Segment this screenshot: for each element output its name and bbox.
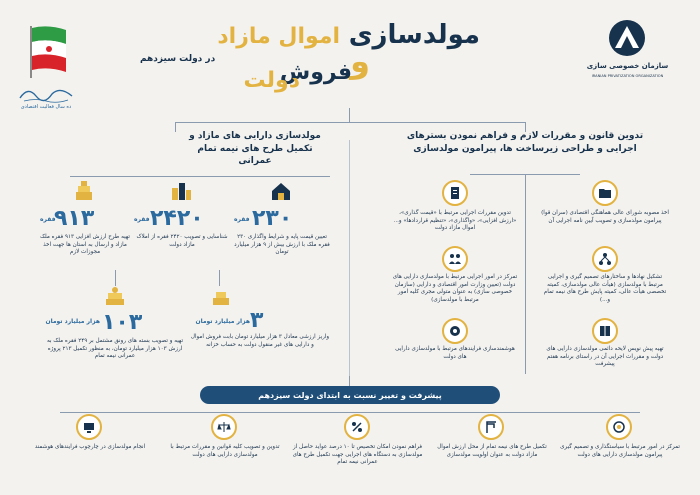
book-icon bbox=[592, 318, 618, 344]
stat-card bbox=[190, 286, 330, 376]
title-word-and: و bbox=[350, 42, 370, 80]
org-name-fa: سازمان خصوصی سازی bbox=[586, 62, 669, 70]
tree-connector bbox=[115, 270, 116, 286]
progress-item bbox=[290, 412, 425, 492]
stat-unit: هزار میلیارد تومان bbox=[195, 318, 250, 325]
stat-card bbox=[40, 286, 190, 376]
stat-unit: هزار میلیارد تومان bbox=[45, 318, 100, 325]
stat-text: شناسایی و تصویب ۲۴۲۰ فقره از املاک مازاد دولت bbox=[136, 234, 228, 248]
smart-process-icon bbox=[76, 414, 102, 440]
stat-card bbox=[232, 178, 332, 278]
right-item bbox=[540, 246, 670, 316]
tree-connector bbox=[175, 122, 176, 132]
progress-banner bbox=[200, 386, 500, 404]
right-item-text: تهیه پیش نویس لایحه دائمی مولدسازی دارایی های دولت و مقررات اجرایی آن در راستای برنامه هفتم پیشرفت bbox=[546, 346, 664, 368]
stat-number: ۳ bbox=[250, 308, 264, 333]
right-item-text: تشکیل نهادها و ساختارهای تصمیم گیری و اجرایی مرتبط با مولدسازی (هیأت عالی مولدسازی، کمیته تخصصی هیأت عالی، کمیته پایش طرح های نیمه تمام و...) bbox=[543, 274, 667, 303]
page-title bbox=[140, 20, 490, 100]
right-item bbox=[540, 180, 670, 244]
tree-connector bbox=[219, 270, 220, 286]
stat-unit: فقره bbox=[234, 216, 250, 223]
right-item bbox=[540, 318, 670, 374]
right-item-text: تمرکز در امور اجرایی مرتبط با مولدسازی دارایی های دولت (تعیین وزارت امور اقتصادی و دارایی (سازمان خصوصی سازی) به عنوان متولی مجری کلیه امور مرتبط با مولدسازی) bbox=[392, 274, 518, 303]
crane-icon bbox=[478, 414, 504, 440]
stat-text: تهیه طرح ارزش افزایی ۹۱۳ فقره ملک مازاد و ارسال به استان ها جهت اخذ مجوزات لازم bbox=[40, 234, 130, 256]
org-logo bbox=[580, 18, 675, 88]
right-item-text: تدوین مقررات اجرایی مرتبط با «قیمت گذاری»، «ارزش افزایی»، «واگذاری»، «تنظیم قراردادها» و... اموال مازاد دولت bbox=[393, 210, 517, 232]
stat-number: ۹۱۳ bbox=[54, 206, 95, 231]
tree-connector bbox=[70, 176, 330, 177]
right-section-title: تدوین قانون و مقررات لازم و فراهم نمودن بسترهای اجرایی و طراحی زیرساخت ها، پیرامون مولدسازی bbox=[406, 131, 644, 154]
stat-card bbox=[132, 178, 232, 268]
stat-text: واریز ارزشی معادل ۳ هزار میلیارد تومان بابت فروش اموال و دارایی های غیر منقول دولت به حساب خزانه bbox=[190, 334, 330, 348]
money-stack-icon bbox=[104, 286, 126, 308]
stat-number: ۲۳۰ bbox=[252, 206, 293, 231]
right-item-text: اخذ مصوبه شورای عالی هماهنگی اقتصادی (سران قوا) پیرامون مولدسازی و تصویب آیین نامه اجرایی آن bbox=[541, 210, 669, 224]
right-item bbox=[390, 318, 520, 374]
divider bbox=[349, 140, 350, 380]
stat-unit: فقره bbox=[134, 216, 150, 223]
stat-text: تهیه و تصویب بسته های رونق مشتمل بر ۲۴۹ فقره ملک به ارزش ۱۰۳ هزار میلیارد تومان، به منظور تکمیل ۲۱۳ پروژه عمرانی نیمه تمام bbox=[46, 338, 184, 360]
tree-connector bbox=[349, 108, 350, 122]
progress-item-text: تدوین و تصویب کلیه قوانین و مقررات مرتبط با مولدسازی دارایی های دولت bbox=[170, 444, 280, 458]
title-word-amval: اموال مازاد bbox=[217, 24, 340, 49]
header bbox=[0, 0, 700, 110]
progress-item-text: انجام مولدسازی در چارچوب فرایندهای هوشمند bbox=[34, 444, 146, 450]
title-suffix: در دولت سیزدهم bbox=[140, 54, 216, 64]
progress-item-text: تکمیل طرح های نیمه تمام از محل ارزش اموال مازاد دولت به عنوان اولویت مولدسازی bbox=[437, 444, 547, 458]
progress-item-text: فراهم نمودن امکان تخصیص تا ۱۰ درصد عواید حاصل از مولدسازی به دستگاه های اجرایی جهت تکمیل طرح های عمرانی نیمه تمام bbox=[292, 444, 423, 466]
coins-icon bbox=[210, 286, 232, 308]
stat-card bbox=[40, 178, 130, 268]
title-word-dolat: دولت bbox=[243, 68, 300, 93]
iran-flag-icon bbox=[28, 24, 68, 78]
progress-item bbox=[432, 412, 552, 492]
right-item bbox=[390, 180, 520, 244]
document-icon bbox=[442, 180, 468, 206]
network-icon bbox=[592, 246, 618, 272]
org-emblem-icon bbox=[607, 18, 647, 58]
team-icon bbox=[442, 246, 468, 272]
org-name-en: IRANIAN PRIVATIZATION ORGANIZATION bbox=[591, 74, 664, 78]
tree-connector bbox=[175, 122, 525, 123]
title-word-molsazi: مولدسازی bbox=[348, 20, 480, 50]
progress-item bbox=[560, 412, 680, 492]
left-section-title: مولدسازی دارایی های مازاد و تکمیل طرح های نیمه تمام عمرانی bbox=[189, 131, 321, 167]
scales-icon bbox=[211, 414, 237, 440]
stat-number: ۲۴۲۰ bbox=[150, 206, 204, 231]
title-word-forosh: فروش bbox=[279, 60, 352, 85]
progress-item bbox=[165, 412, 285, 492]
house-tag-icon bbox=[270, 180, 292, 202]
right-item-text: هوشمندسازی فرایندهای مرتبط با مولدسازی دارایی های دولت bbox=[395, 346, 515, 360]
progress-item bbox=[30, 412, 150, 492]
tree-connector bbox=[525, 174, 526, 374]
tree-connector bbox=[349, 376, 350, 386]
stat-text: تعیین قیمت پایه و شرایط واگذاری ۲۳۰ فقره ملک با ارزش بیش از ۹ هزار میلیارد تومان bbox=[234, 234, 330, 256]
logo-caption: ده سال فعالیت اقتصادی bbox=[20, 104, 72, 110]
right-item bbox=[390, 246, 520, 316]
stat-unit: فقره bbox=[40, 216, 56, 223]
gear-icon bbox=[442, 318, 468, 344]
progress-title: پیشرفت و تغییر نسبت به ابتدای دولت سیزدهم bbox=[258, 390, 442, 400]
target-icon bbox=[606, 414, 632, 440]
stat-number: ۱۰۳ bbox=[102, 310, 143, 335]
buildings-icon bbox=[170, 180, 192, 202]
folder-icon bbox=[592, 180, 618, 206]
coins-stack-icon bbox=[73, 180, 95, 202]
calligraphy-logo-icon bbox=[16, 82, 76, 104]
percent-icon bbox=[344, 414, 370, 440]
progress-item-text: تمرکز در امور مرتبط با سیاستگذاری و تصمیم گیری پیرامون مولدسازی دارایی های دولت bbox=[560, 444, 680, 458]
